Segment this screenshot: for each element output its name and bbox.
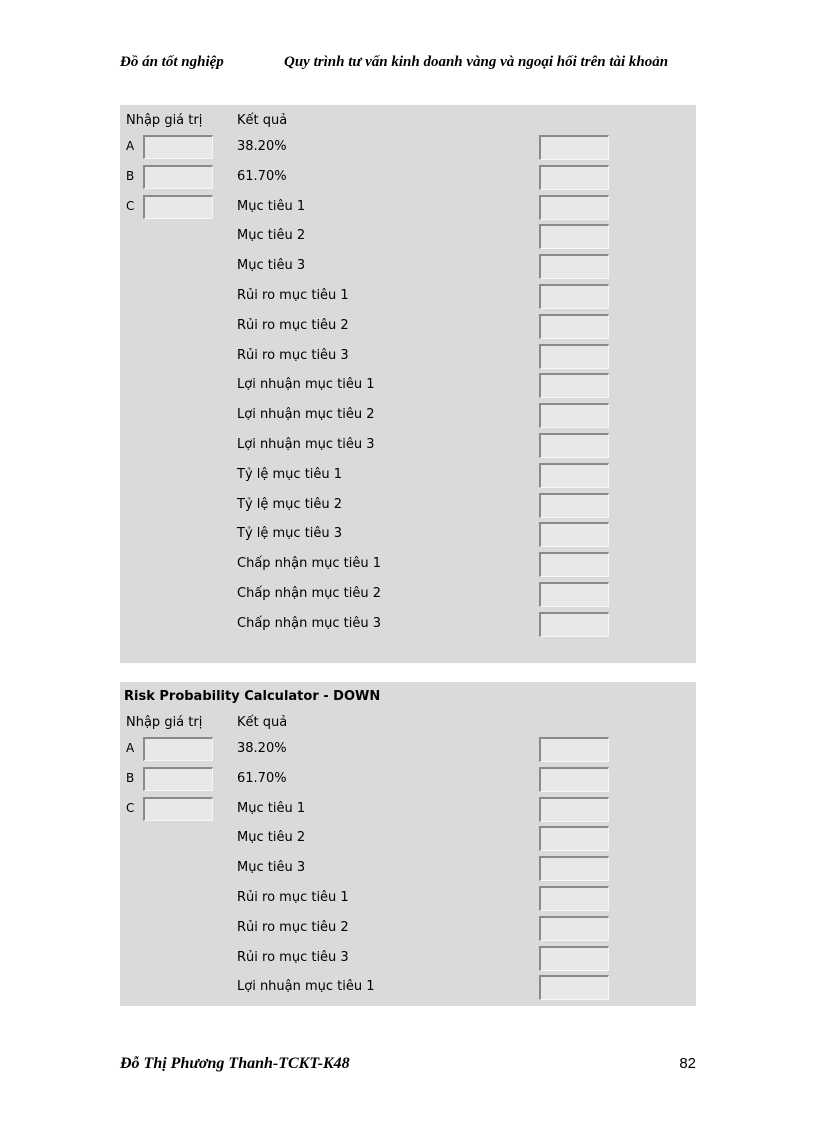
input-field-c[interactable] bbox=[143, 797, 213, 821]
result-field[interactable] bbox=[539, 522, 609, 547]
result-field[interactable] bbox=[539, 463, 609, 488]
result-field[interactable] bbox=[539, 612, 609, 637]
result-label: Rủi ro mục tiêu 2 bbox=[237, 919, 349, 935]
result-field[interactable] bbox=[539, 552, 609, 577]
input-field-a[interactable] bbox=[143, 737, 213, 761]
result-field[interactable] bbox=[539, 284, 609, 309]
input-field-a[interactable] bbox=[143, 135, 213, 159]
result-field[interactable] bbox=[539, 916, 609, 941]
result-label: Rủi ro mục tiêu 3 bbox=[237, 949, 349, 965]
output-header: Kết quả bbox=[237, 113, 288, 128]
result-field[interactable] bbox=[539, 373, 609, 398]
result-field[interactable] bbox=[539, 195, 609, 220]
result-label: Mục tiêu 1 bbox=[237, 800, 306, 816]
result-label: 38.20% bbox=[237, 741, 287, 756]
calculator-up-panel bbox=[120, 105, 696, 663]
result-label: Chấp nhận mục tiêu 3 bbox=[237, 615, 382, 631]
result-label: 61.70% bbox=[237, 770, 287, 786]
input-label-b: B bbox=[126, 169, 135, 183]
result-field[interactable] bbox=[539, 856, 609, 881]
result-label: Rủi ro mục tiêu 1 bbox=[237, 288, 349, 303]
input-label-c: C bbox=[126, 801, 135, 815]
result-label: Mục tiêu 2 bbox=[237, 830, 306, 846]
footer-author: Đỗ Thị Phương Thanh-TCKT-K48 bbox=[120, 1055, 350, 1072]
result-field[interactable] bbox=[539, 767, 609, 792]
input-label-b: B bbox=[126, 771, 135, 785]
result-label: 61.70% bbox=[237, 168, 287, 184]
result-label: Lợi nhuận mục tiêu 3 bbox=[237, 437, 375, 452]
result-label: Rủi ro mục tiêu 3 bbox=[237, 347, 349, 363]
calculator-title: Risk Probability Calculator - DOWN bbox=[124, 689, 381, 704]
result-field[interactable] bbox=[539, 344, 609, 369]
result-label: Lợi nhuận mục tiêu 1 bbox=[237, 377, 375, 393]
result-label: Rủi ro mục tiêu 1 bbox=[237, 890, 349, 905]
result-field[interactable] bbox=[539, 797, 609, 822]
result-field[interactable] bbox=[539, 737, 609, 762]
result-label: Tỷ lệ mục tiêu 1 bbox=[237, 466, 343, 482]
input-label-a: A bbox=[126, 741, 135, 755]
result-label: Mục tiêu 1 bbox=[237, 198, 306, 214]
result-label: Lợi nhuận mục tiêu 1 bbox=[237, 979, 375, 995]
page-header bbox=[120, 50, 696, 74]
input-field-c[interactable] bbox=[143, 195, 213, 219]
input-label-c: C bbox=[126, 199, 135, 213]
output-header: Kết quả bbox=[237, 715, 288, 730]
input-header: Nhập giá trị bbox=[126, 715, 203, 730]
result-field[interactable] bbox=[539, 314, 609, 339]
result-field[interactable] bbox=[539, 493, 609, 518]
result-field[interactable] bbox=[539, 946, 609, 971]
result-field[interactable] bbox=[539, 403, 609, 428]
result-label: Chấp nhận mục tiêu 2 bbox=[237, 586, 382, 601]
result-label: Tỷ lệ mục tiêu 2 bbox=[237, 496, 343, 512]
result-label: Rủi ro mục tiêu 2 bbox=[237, 317, 349, 333]
result-label: Tỷ lệ mục tiêu 3 bbox=[237, 526, 343, 542]
input-label-a: A bbox=[126, 139, 135, 153]
page-number: 82 bbox=[679, 1055, 696, 1072]
header-left-title: Đồ án tốt nghiệp bbox=[120, 54, 224, 70]
input-header: Nhập giá trị bbox=[126, 113, 203, 128]
result-field[interactable] bbox=[539, 826, 609, 851]
result-field[interactable] bbox=[539, 433, 609, 458]
result-field[interactable] bbox=[539, 582, 609, 607]
input-field-b[interactable] bbox=[143, 767, 213, 791]
result-label: Mục tiêu 3 bbox=[237, 258, 306, 274]
result-field[interactable] bbox=[539, 975, 609, 1000]
calculator-down-panel bbox=[120, 682, 696, 1006]
result-label: Lợi nhuận mục tiêu 2 bbox=[237, 407, 375, 423]
header-right-title: Quy trình tư vấn kinh doanh vàng và ngoại hối trên tài khoản bbox=[284, 54, 669, 70]
result-label: 38.20% bbox=[237, 139, 287, 154]
result-label: Mục tiêu 2 bbox=[237, 228, 306, 244]
result-field[interactable] bbox=[539, 224, 609, 249]
result-field[interactable] bbox=[539, 165, 609, 190]
page-footer bbox=[120, 1055, 696, 1075]
result-label: Mục tiêu 3 bbox=[237, 860, 306, 876]
result-field[interactable] bbox=[539, 886, 609, 911]
result-field[interactable] bbox=[539, 254, 609, 279]
result-label: Chấp nhận mục tiêu 1 bbox=[237, 556, 382, 572]
input-field-b[interactable] bbox=[143, 165, 213, 189]
result-field[interactable] bbox=[539, 135, 609, 160]
